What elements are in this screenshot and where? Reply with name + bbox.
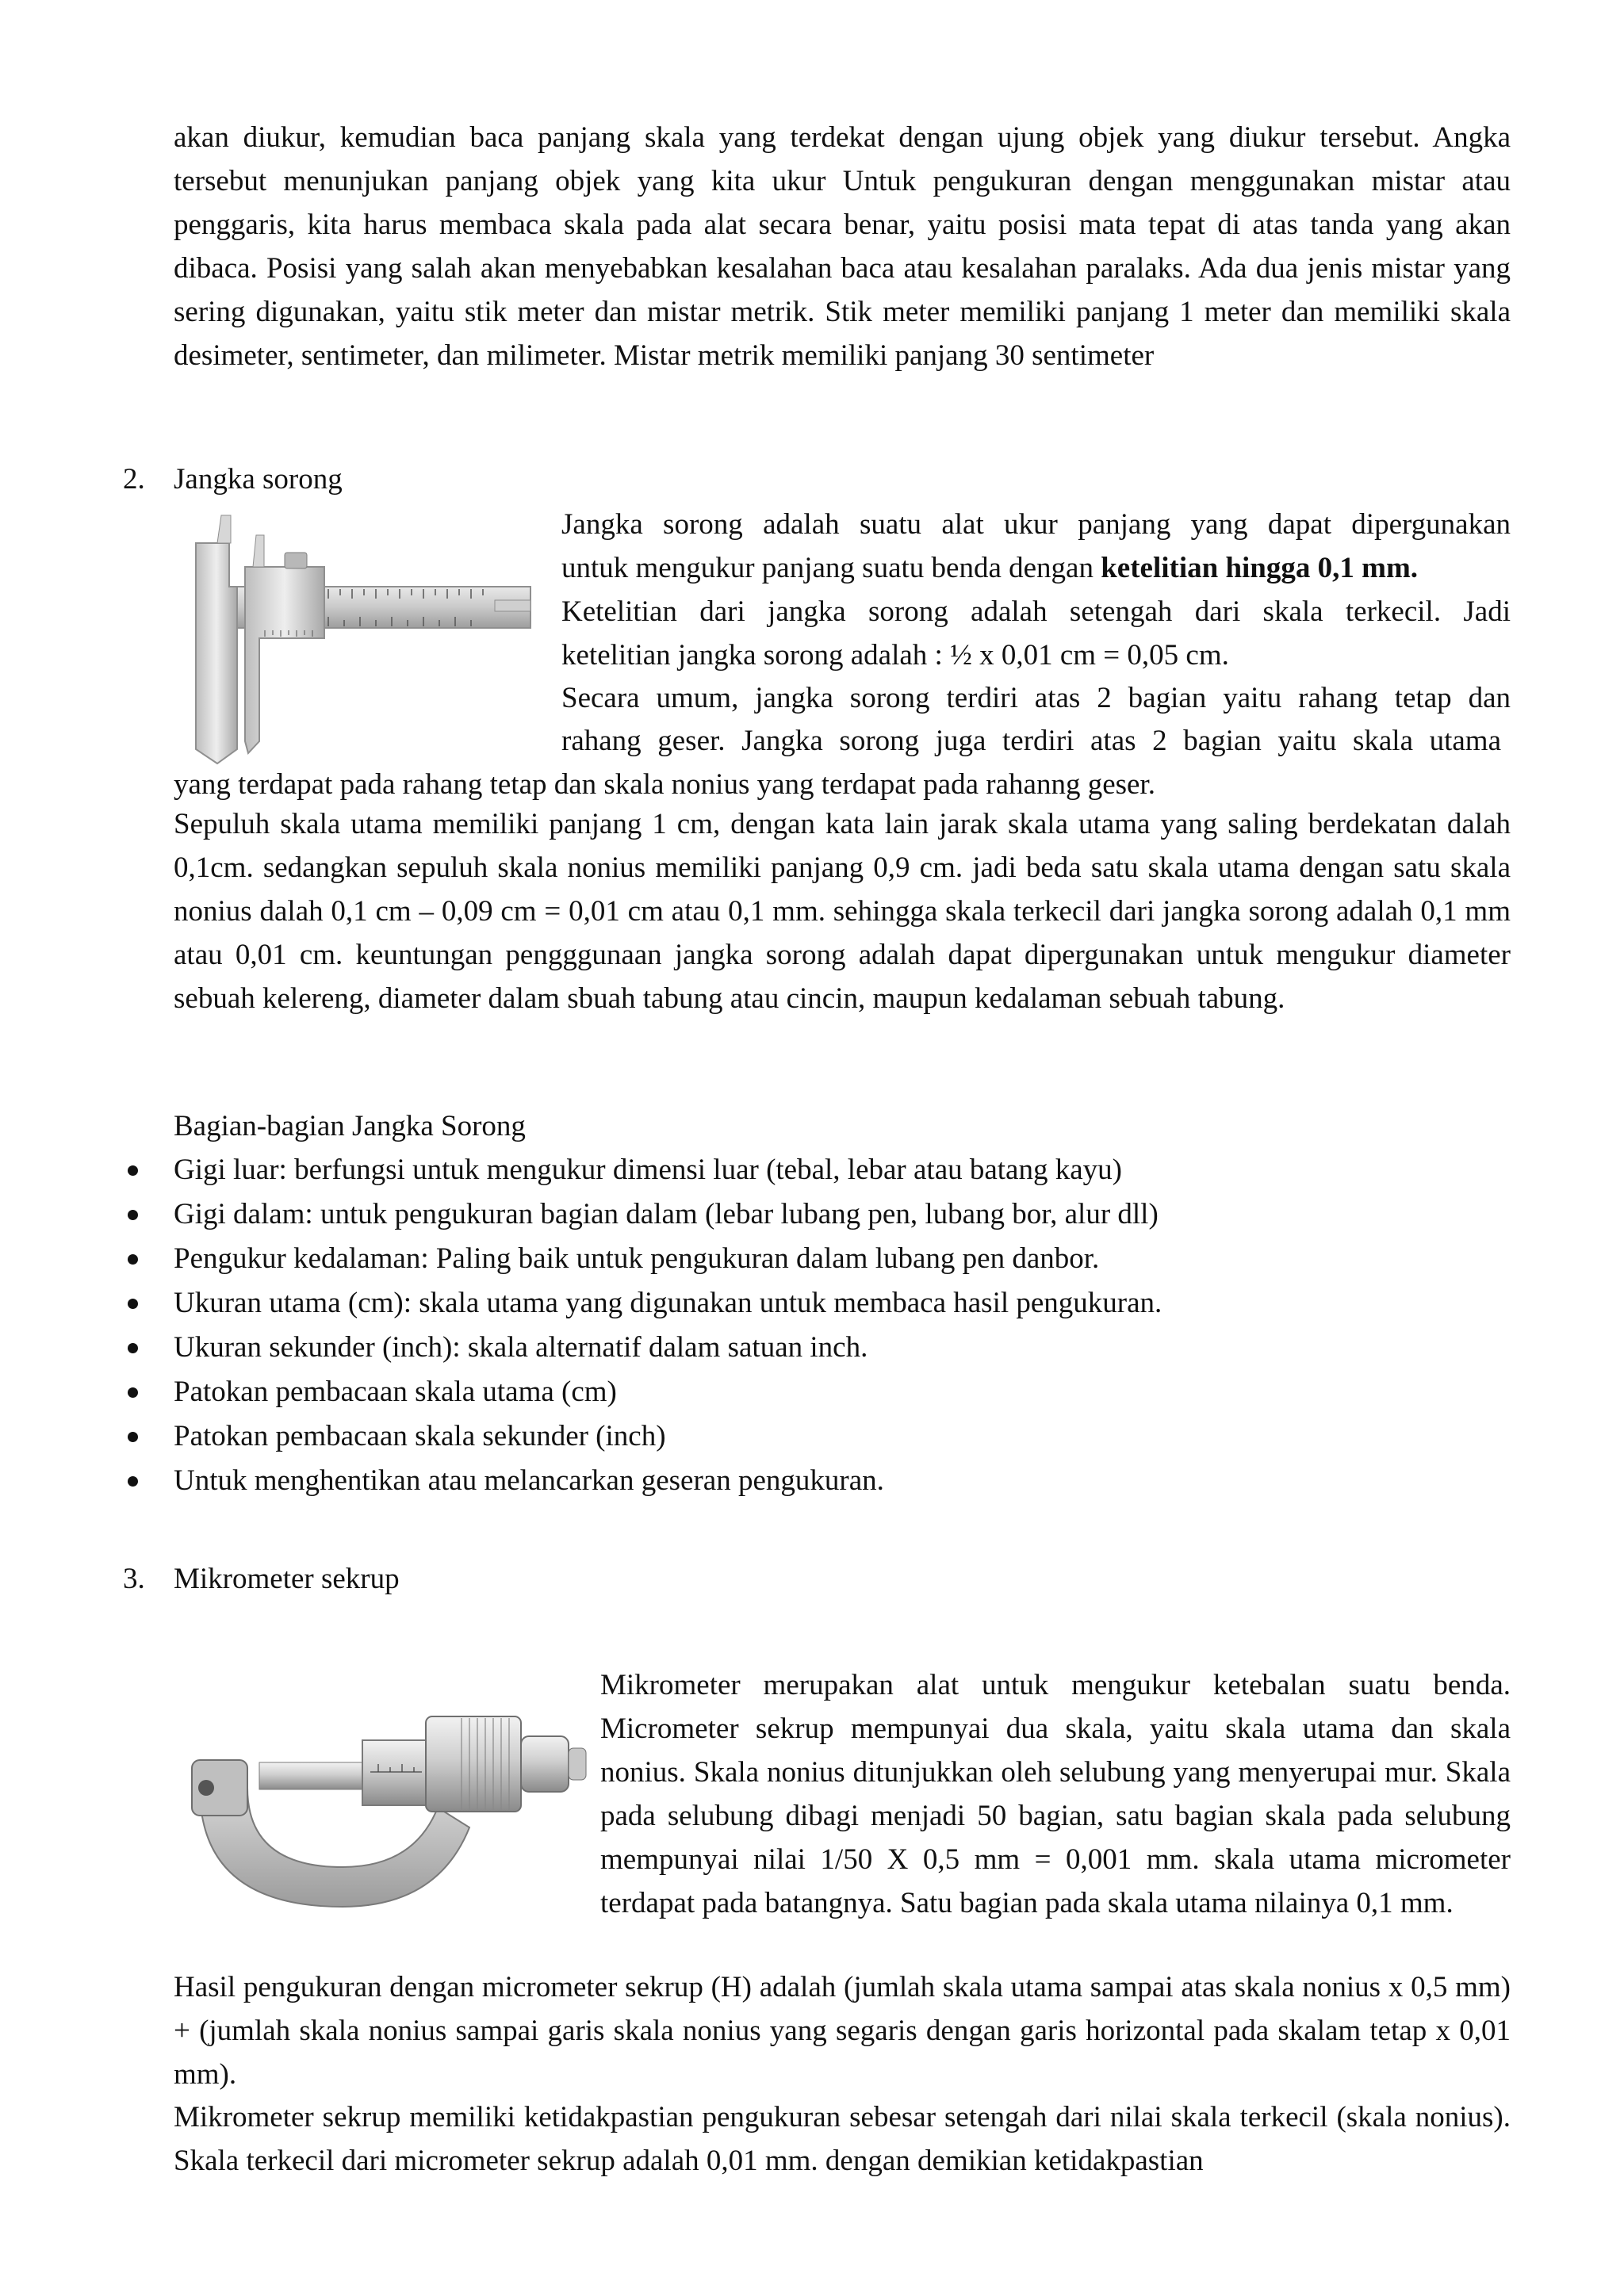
bullet-icon <box>128 1210 138 1220</box>
bullet-icon <box>128 1476 138 1487</box>
caliper-parts-list <box>123 1148 1511 1503</box>
micrometer-image <box>184 1669 596 1915</box>
vernier-caliper-illustration <box>174 511 534 769</box>
list-item-text: Ukuran utama (cm): skala utama yang digunakan untuk membaca hasil pengukuran. <box>174 1287 1162 1319</box>
caliper-parts-title: Bagian-bagian Jangka Sorong <box>174 1110 526 1142</box>
list-item <box>123 1414 1511 1459</box>
caliper-desc-continuation: yang terdapat pada rahang tetap dan skala nonius yang terdapat pada rahanng geser. <box>174 768 1155 801</box>
section-title: Jangka sorong <box>174 463 343 496</box>
list-item <box>123 1281 1511 1326</box>
list-item-text: Untuk menghentikan atau melancarkan geseran pengukuran. <box>174 1464 884 1497</box>
list-item <box>123 1459 1511 1503</box>
caliper-desc-line-3: Ketelitian dari jangka sorong adalah setengah dari skala terkecil. Jadi <box>561 595 1511 628</box>
list-item-text: Gigi luar: berfungsi untuk mengukur dimensi luar (tebal, lebar atau batang kayu) <box>174 1154 1122 1186</box>
list-item-text: Gigi dalam: untuk pengukuran bagian dalam (lebar lubang pen, lubang bor, alur dll) <box>174 1198 1159 1230</box>
micrometer-uncertainty-paragraph: Mikrometer sekrup memiliki ketidakpastian pengukuran sebesar setengah dari nilai skala terkecil (skala nonius). Skala terkecil dari micrometer sekrup adalah 0,01 mm. dengan demikian ketidakpastian <box>174 2101 1511 2177</box>
list-item-text: Patokan pembacaan skala utama (cm) <box>174 1376 617 1408</box>
intro-paragraph: akan diukur, kemudian baca panjang skala yang terdekat dengan ujung objek yang diukur tersebut. Angka tersebut menunjukan panjang objek yang kita ukur Untuk pengukuran dengan menggunakan mistar atau penggaris, kita harus membaca skala pada alat secara benar, yaitu posisi mata tepat di atas tanda yang akan dibaca. Posisi yang salah akan menyebabkan kesalahan baca atau kesalahan paralaks. Ada dua jenis mistar yang sering digunakan, yaitu stik meter dan mistar metrik. Stik meter memiliki panjang 1 meter dan memiliki skala desimeter, sentimeter, dan milimeter. Mistar metrik memiliki panjang 30 sentimeter <box>174 121 1511 372</box>
micrometer-result-paragraph: Hasil pengukuran dengan micrometer sekrup (H) adalah (jumlah skala utama sampai atas skala nonius x 0,5 mm) + (jumlah skala nonius sampai garis skala nonius yang segaris dengan garis horizontal pada skalam tetap x 0,01 mm). <box>174 1971 1511 2091</box>
caliper-desc-line-1: Jangka sorong adalah suatu alat ukur panjang yang dapat dipergunakan <box>561 508 1511 541</box>
section-number: 3. <box>123 1563 145 1595</box>
list-item-text: Pengukur kedalaman: Paling baik untuk pengukuran dalam lubang pen danbor. <box>174 1242 1100 1275</box>
section-number: 2. <box>123 463 145 496</box>
caliper-desc-line-2-text: untuk mengukur panjang suatu benda dengan <box>561 552 1094 584</box>
list-item <box>123 1148 1511 1192</box>
list-item <box>123 1192 1511 1237</box>
bullet-icon <box>128 1299 138 1309</box>
caliper-desc-line-5: Secara umum, jangka sorong terdiri atas 2 bagian yaitu rahang tetap dan <box>561 682 1511 714</box>
list-item-text: Patokan pembacaan skala sekunder (inch) <box>174 1420 666 1452</box>
list-item <box>123 1370 1511 1414</box>
vernier-caliper-image <box>174 511 534 769</box>
micrometer-illustration <box>184 1669 596 1915</box>
caliper-desc-line-2 <box>561 546 1418 590</box>
caliper-explanation-paragraph: Sepuluh skala utama memiliki panjang 1 cm, dengan kata lain jarak skala utama yang saling berdekatan dalah 0,1cm. sedangkan sepuluh skala nonius memiliki panjang 0,9 cm. jadi beda satu skala utama dengan satu skala nonius dalah 0,1 cm – 0,09 cm = 0,01 cm atau 0,1 mm. sehingga skala terkecil dari jangka sorong adalah 0,1 mm atau 0,01 cm. keuntungan pengggunaan jangka sorong adalah dapat dipergunakan untuk mengukur diameter sebuah kelereng, diameter dalam sbuah tabung atau cincin, maupun kedalaman sebuah tabung. <box>174 808 1511 1015</box>
caliper-desc-line-4: ketelitian jangka sorong adalah : ½ x 0,01 cm = 0,05 cm. <box>561 639 1229 672</box>
caliper-desc-line-6: rahang geser. Jangka sorong juga terdiri atas 2 bagian yaitu skala utama <box>561 725 1501 757</box>
micrometer-description: Mikrometer merupakan alat untuk mengukur ketebalan suatu benda. Micrometer sekrup mempunyai dua skala, yaitu skala utama dan skala nonius. Skala nonius ditunjukkan oleh selubung yang menyerupai mur. Skala pada selubung dibagi menjadi 50 bagian, satu bagian skala pada selubung mempunyai nilai 1/50 X 0,5 mm = 0,001 mm. skala utama micrometer terdapat pada batangnya. Satu bagian pada skala utama nilainya 0,1 mm. <box>600 1669 1511 1919</box>
bullet-icon <box>128 1387 138 1398</box>
list-item-text: Ukuran sekunder (inch): skala alternatif dalam satuan inch. <box>174 1331 868 1364</box>
bullet-icon <box>128 1165 138 1176</box>
bullet-icon <box>128 1254 138 1265</box>
list-item <box>123 1326 1511 1370</box>
section-title: Mikrometer sekrup <box>174 1563 400 1595</box>
bullet-icon <box>128 1432 138 1442</box>
list-item <box>123 1237 1511 1281</box>
caliper-precision-bold: ketelitian hingga 0,1 mm. <box>1101 552 1419 584</box>
bullet-icon <box>128 1343 138 1353</box>
